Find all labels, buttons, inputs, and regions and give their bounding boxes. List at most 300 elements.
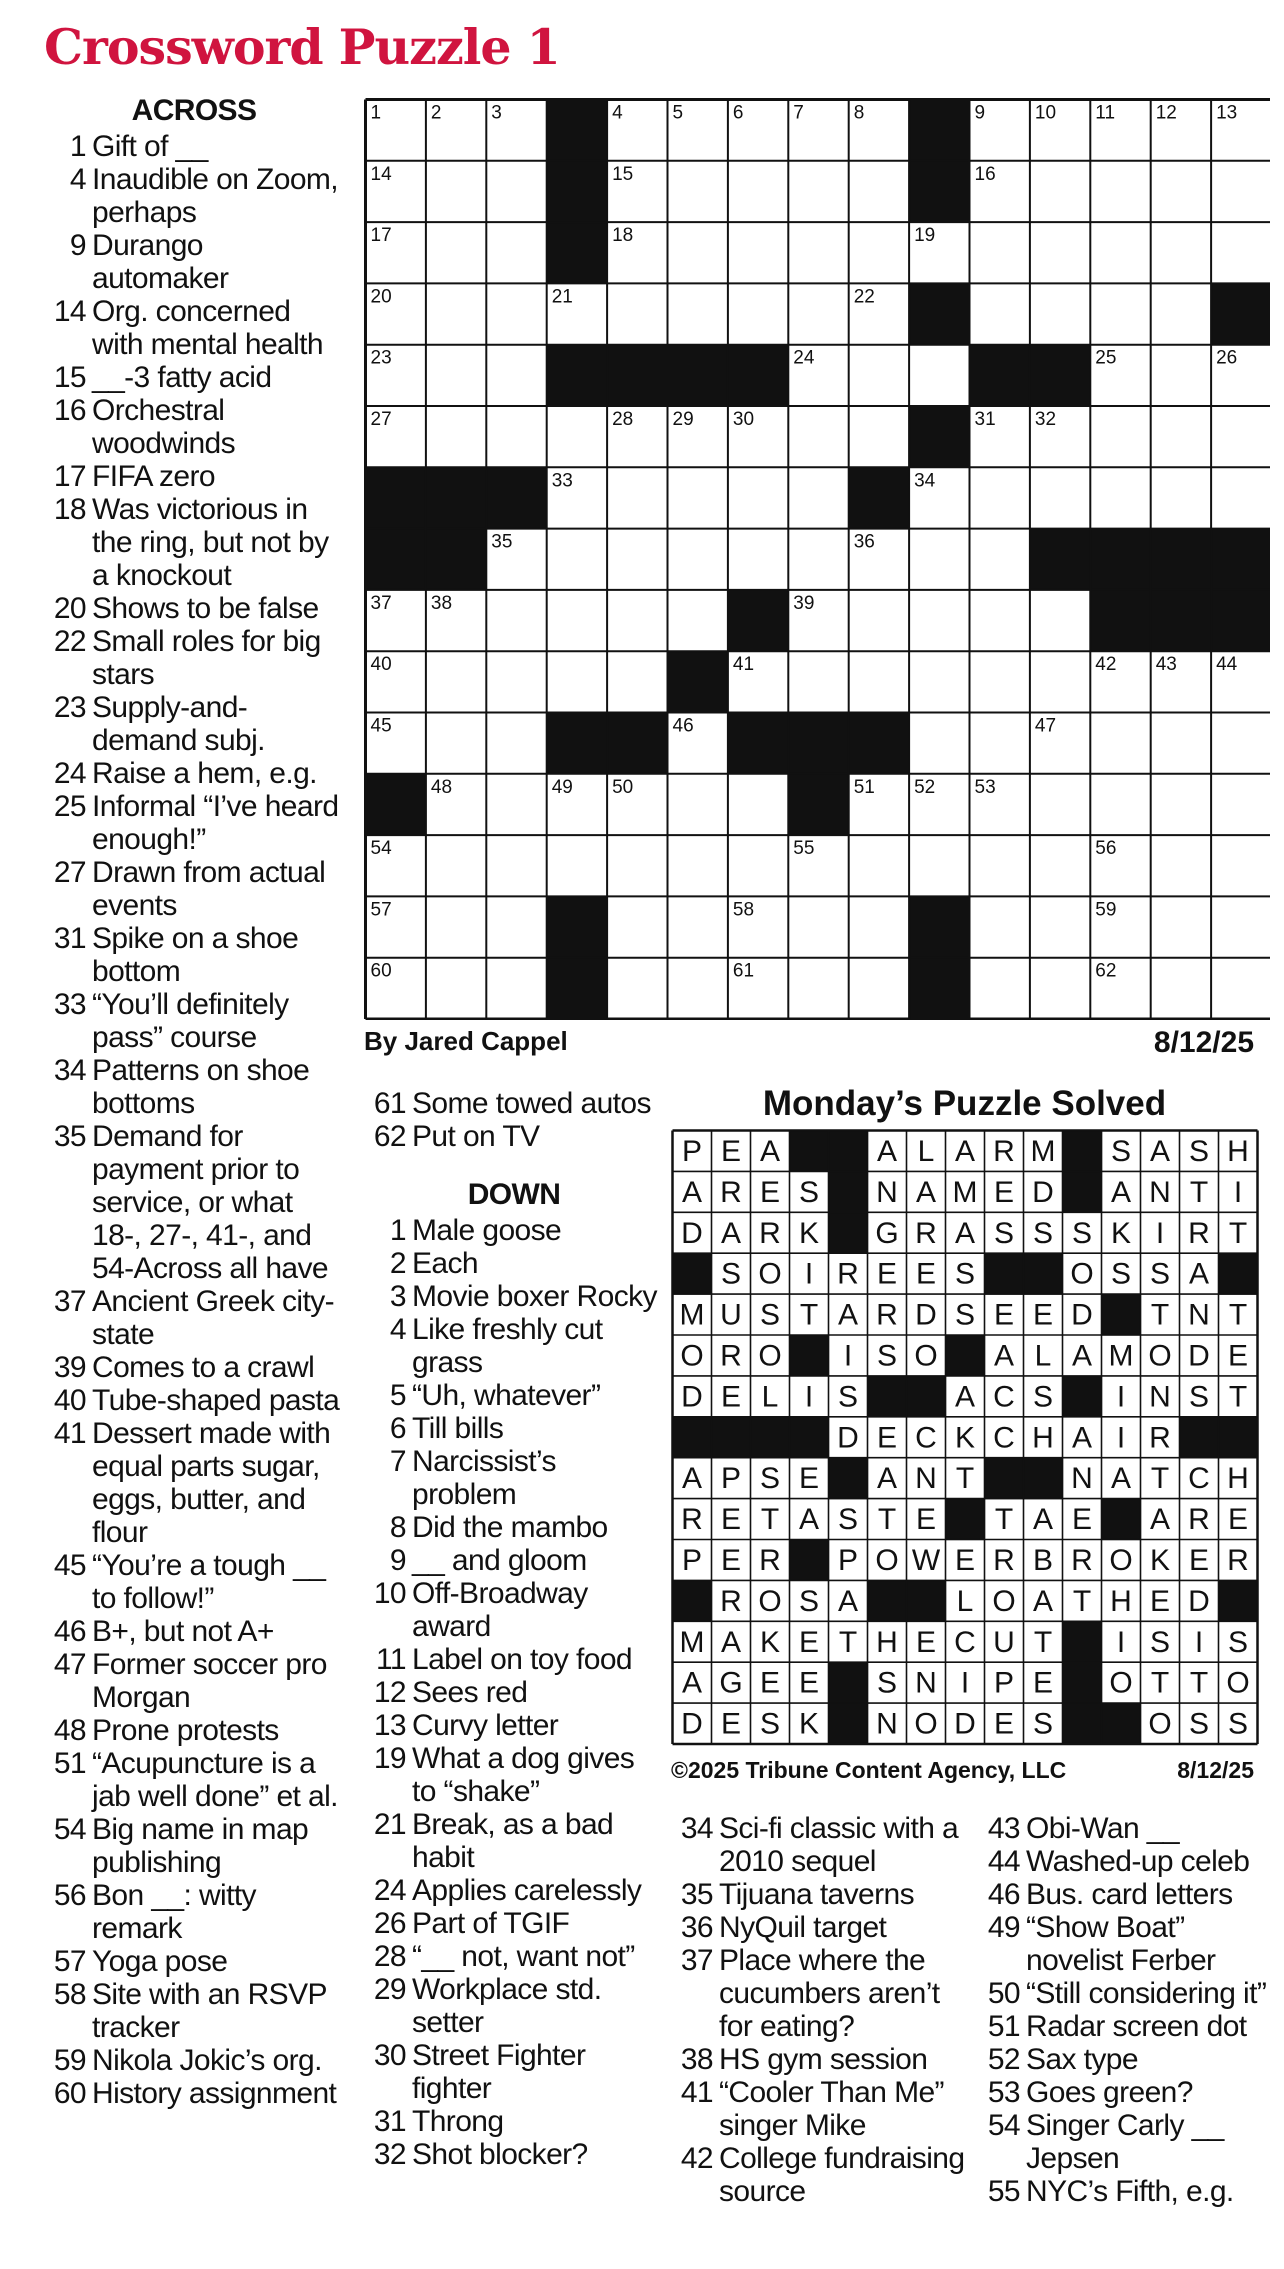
clue-down-col2-10 <box>364 1577 664 1643</box>
clue-down-col2-26 <box>364 1907 664 1940</box>
clue-text: Singer Carly __ Jepsen <box>1026 2109 1224 2175</box>
clue-down-col3-37 <box>671 1944 971 2043</box>
cell-number: 60 <box>370 960 392 982</box>
solved-letter: T <box>1033 1625 1053 1659</box>
clue-text: Sees red <box>412 1676 528 1709</box>
clue-across-col1-18 <box>44 493 344 592</box>
solved-letter: I <box>960 1666 970 1700</box>
clue-across-col1-9 <box>44 229 344 295</box>
clue-text: Orchestral woodwinds <box>92 394 236 460</box>
solved-letter: S <box>1071 1216 1093 1250</box>
cell-number: 5 <box>672 102 684 124</box>
cell-number: 40 <box>370 654 392 676</box>
clue-number: 51 <box>53 1747 86 1780</box>
solved-letter: T <box>1072 1584 1092 1618</box>
cell-number: 38 <box>430 592 453 614</box>
cell-number: 12 <box>1155 102 1177 124</box>
solved-letter: L <box>917 1134 935 1168</box>
solved-black-square <box>829 1458 869 1500</box>
solved-letter: D <box>681 1707 703 1741</box>
cell-number: 3 <box>491 102 502 124</box>
black-square <box>1211 283 1270 345</box>
solved-letter: D <box>915 1298 937 1332</box>
clue-down-col4-52 <box>978 2043 1268 2076</box>
clue-text: Supply-and-demand subj. <box>92 691 265 757</box>
solved-letter: R <box>1188 1503 1210 1537</box>
solved-letter: D <box>1071 1298 1093 1332</box>
clue-number: 60 <box>53 2077 86 2110</box>
solved-letter: A <box>1071 1421 1093 1455</box>
solved-letter: S <box>876 1339 898 1373</box>
solved-letter: N <box>1149 1380 1171 1414</box>
solved-letter: E <box>720 1134 742 1168</box>
solved-black-square <box>1219 1417 1259 1459</box>
solved-letter: S <box>1032 1707 1054 1741</box>
solved-letter: S <box>954 1298 976 1332</box>
solved-letter: I <box>1116 1380 1126 1414</box>
solved-black-square <box>868 1580 908 1622</box>
solved-letter: N <box>876 1707 898 1741</box>
solved-letter: I <box>843 1339 853 1373</box>
clue-text: Till bills <box>412 1412 504 1445</box>
clue-text: NYC’s Fifth, e.g. <box>1026 2175 1234 2208</box>
cell-number: 11 <box>1095 102 1116 124</box>
cell-number: 16 <box>974 163 996 185</box>
cell-number: 23 <box>370 347 392 369</box>
solved-letter: M <box>679 1625 705 1659</box>
clue-text: “Cooler Than Me” singer Mike <box>719 2076 944 2142</box>
clue-number: 45 <box>53 1549 86 1582</box>
cell-number: 59 <box>1095 899 1117 921</box>
black-square <box>547 958 608 1020</box>
copyright: ©2025 Tribune Content Agency, LLC <box>671 1757 1067 1783</box>
solved-black-square <box>829 1131 869 1173</box>
clue-text: Put on TV <box>412 1120 540 1153</box>
solved-letter: A <box>1032 1584 1054 1618</box>
solved-black-square <box>712 1417 752 1459</box>
solved-letter: L <box>1034 1339 1052 1373</box>
clue-number: 7 <box>389 1445 406 1478</box>
clue-number: 10 <box>373 1577 406 1610</box>
black-square <box>1030 529 1091 591</box>
clue-down-col4-44 <box>978 1845 1268 1878</box>
solved-letter: S <box>759 1707 781 1741</box>
solved-black-square <box>985 1458 1025 1500</box>
solved-letter: R <box>1149 1421 1171 1455</box>
solved-letter: I <box>804 1380 814 1414</box>
clue-text: “Uh, whatever” <box>412 1379 601 1412</box>
solved-letter: M <box>1108 1339 1134 1373</box>
clue-across-col1-59 <box>44 2044 344 2077</box>
clue-down-col2-1 <box>364 1214 664 1247</box>
solved-letter: A <box>837 1584 859 1618</box>
cell-number: 45 <box>370 715 392 737</box>
solved-letter: H <box>1110 1584 1132 1618</box>
solved-letter: E <box>1032 1298 1054 1332</box>
clue-number: 1 <box>389 1214 406 1247</box>
cell-number: 37 <box>370 592 392 614</box>
solved-letter: E <box>876 1421 898 1455</box>
solved-letter: D <box>1188 1584 1210 1618</box>
solved-letter: C <box>1188 1462 1210 1496</box>
black-square <box>607 713 668 775</box>
cell-number: 46 <box>672 715 694 737</box>
solved-letter: I <box>1194 1625 1204 1659</box>
solved-letter: O <box>875 1543 899 1577</box>
clue-down-col4-54 <box>978 2109 1268 2175</box>
clue-text: Patterns on shoe bottoms <box>92 1054 310 1120</box>
clue-text: Narcissist’s problem <box>412 1445 556 1511</box>
clue-text: Informal “I’ve heard enough!” <box>92 790 339 856</box>
solved-letter: R <box>720 1339 742 1373</box>
down-clues-4 <box>978 1812 1268 2208</box>
solved-grid <box>671 1129 1260 1746</box>
solved-black-square <box>790 1417 830 1459</box>
black-square <box>728 590 789 652</box>
solved-letter: T <box>799 1298 819 1332</box>
solved-letter: S <box>837 1503 859 1537</box>
solved-black-square <box>790 1540 830 1582</box>
clue-number: 5 <box>389 1379 406 1412</box>
cell-number: 8 <box>853 102 865 124</box>
clue-text: Movie boxer Rocky <box>412 1280 657 1313</box>
solved-letter: A <box>798 1503 820 1537</box>
clue-number: 15 <box>53 361 86 394</box>
cell-number: 2 <box>430 102 442 124</box>
solved-letter: R <box>837 1257 859 1291</box>
clue-down-col2-24 <box>364 1874 664 1907</box>
clue-text: Place where the cucumbers aren’t for eating? <box>719 1944 940 2043</box>
cell-number: 9 <box>974 102 986 124</box>
clue-text: Ancient Greek city-state <box>92 1285 335 1351</box>
cell-number: 33 <box>551 470 573 492</box>
clue-text: Durango automaker <box>92 229 229 295</box>
solved-letter: T <box>955 1462 975 1496</box>
solved-letter: A <box>1032 1503 1054 1537</box>
clue-number: 41 <box>53 1417 86 1450</box>
clue-number: 40 <box>53 1384 86 1417</box>
clue-down-col2-4 <box>364 1313 664 1379</box>
clue-number: 4 <box>69 163 86 196</box>
clue-down-col2-12 <box>364 1676 664 1709</box>
clue-number: 28 <box>373 1940 406 1973</box>
more-clues <box>364 1087 664 2171</box>
clue-number: 18 <box>53 493 86 526</box>
solved-letter: O <box>758 1257 782 1291</box>
clue-across-col1-22 <box>44 625 344 691</box>
clue-across-col1-48 <box>44 1714 344 1747</box>
solved-letter: C <box>915 1421 937 1455</box>
black-square <box>909 896 970 958</box>
cell-number: 27 <box>370 409 392 430</box>
clue-down-col2-31 <box>364 2105 664 2138</box>
cell-number: 57 <box>370 899 392 921</box>
clue-number: 20 <box>53 592 86 625</box>
solved-letter: K <box>954 1421 976 1455</box>
cell-number: 32 <box>1034 409 1057 430</box>
clue-down-col2-8 <box>364 1511 664 1544</box>
solved-letter: R <box>876 1298 898 1332</box>
solved-letter: L <box>761 1380 779 1414</box>
solved-letter: T <box>838 1625 858 1659</box>
solved-black-square <box>907 1376 947 1418</box>
clue-text: “Acupuncture is a jab well done” et al. <box>92 1747 338 1813</box>
solved-black-square <box>907 1580 947 1622</box>
solved-letter: T <box>994 1503 1014 1537</box>
cell-number: 21 <box>551 286 573 308</box>
black-square <box>788 713 849 775</box>
clue-text: “Show Boat” novelist Ferber <box>1026 1911 1216 1977</box>
clue-number: 46 <box>53 1615 86 1648</box>
solved-letter: A <box>915 1175 937 1209</box>
solved-letter: S <box>1188 1380 1210 1414</box>
solved-letter: R <box>915 1216 937 1250</box>
clue-number: 50 <box>987 1977 1020 2010</box>
clue-across-col1-1 <box>44 130 344 163</box>
solved-letter: B <box>1032 1543 1054 1577</box>
clue-number: 31 <box>53 922 86 955</box>
solved-letter: E <box>759 1666 781 1700</box>
black-square <box>547 896 608 958</box>
cell-number: 30 <box>732 409 755 430</box>
solved-letter: W <box>911 1543 941 1577</box>
solved-letter: P <box>681 1134 703 1168</box>
solved-letter: A <box>1110 1175 1132 1209</box>
cell-number: 18 <box>612 225 634 247</box>
solved-letter: O <box>1148 1339 1172 1373</box>
cell-number: 29 <box>672 409 694 430</box>
black-square <box>1211 590 1270 652</box>
solved-letter: U <box>993 1625 1015 1659</box>
clue-text: Shot blocker? <box>412 2138 588 2171</box>
solved-letter: E <box>1149 1584 1171 1618</box>
black-square <box>668 345 729 407</box>
clue-down-col3-34 <box>671 1812 971 1878</box>
solved-black-square <box>1102 1703 1142 1745</box>
solved-black-square <box>985 1253 1025 1295</box>
clue-number: 11 <box>376 1643 406 1676</box>
solved-letter: G <box>719 1666 743 1700</box>
cell-number: 7 <box>793 102 804 124</box>
solved-letter: S <box>1032 1380 1054 1414</box>
clue-across-col1-35 <box>44 1120 344 1285</box>
cell-number: 56 <box>1095 838 1117 860</box>
clue-text: History assignment <box>92 2077 337 2110</box>
clue-number: 54 <box>53 1813 86 1846</box>
clue-text: NyQuil target <box>719 1911 887 1944</box>
clue-number: 42 <box>680 2142 713 2175</box>
solved-letter: R <box>720 1584 742 1618</box>
solved-date: 8/12/25 <box>1177 1757 1254 1783</box>
solved-letter: O <box>1109 1666 1133 1700</box>
solved-letter: S <box>876 1666 898 1700</box>
cell-number: 62 <box>1095 960 1117 982</box>
clue-down-col3-36 <box>671 1911 971 1944</box>
clue-text: Bon __: witty remark <box>92 1879 256 1945</box>
solved-letter: K <box>759 1625 781 1659</box>
clue-text: Washed-up celeb <box>1026 1845 1250 1878</box>
solved-letter: D <box>1032 1175 1054 1209</box>
clue-text: FIFA zero <box>92 460 215 493</box>
solved-letter: E <box>915 1503 937 1537</box>
clue-across-col1-14 <box>44 295 344 361</box>
puzzle-date: 8/12/25 <box>1153 1026 1254 1059</box>
solved-black-square <box>1219 1580 1259 1622</box>
solved-letter: E <box>1227 1339 1249 1373</box>
solved-letter: E <box>1188 1543 1210 1577</box>
solved-letter: K <box>1110 1216 1132 1250</box>
black-square <box>607 345 668 407</box>
clue-down-col3-35 <box>671 1878 971 1911</box>
cell-number: 35 <box>491 531 513 553</box>
clue-text: Sci-fi classic with a 2010 sequel <box>719 1812 959 1878</box>
clue-number: 19 <box>373 1742 406 1775</box>
clue-text: “Still considering it” <box>1026 1977 1267 2010</box>
solved-black-square <box>829 1212 869 1254</box>
clue-text: Sax type <box>1026 2043 1138 2076</box>
solved-letter: R <box>1227 1543 1249 1577</box>
black-square <box>486 467 547 529</box>
solved-letter: E <box>798 1462 820 1496</box>
clue-across-col1-27 <box>44 856 344 922</box>
solved-black-square <box>1102 1294 1142 1336</box>
solved-letter: R <box>681 1503 703 1537</box>
solved-letter: E <box>759 1175 781 1209</box>
solved-letter: K <box>798 1216 820 1250</box>
solved-letter: E <box>720 1543 742 1577</box>
solved-letter: D <box>681 1380 703 1414</box>
solved-letter: A <box>1071 1339 1093 1373</box>
black-square <box>668 651 729 713</box>
clue-number: 56 <box>53 1879 86 1912</box>
clue-down-col4-53 <box>978 2076 1268 2109</box>
solved-letter: E <box>798 1666 820 1700</box>
clue-text: __ and gloom <box>412 1544 587 1577</box>
clue-down-col2-2 <box>364 1247 664 1280</box>
clue-text: Yoga pose <box>92 1945 228 1978</box>
solved-letter: A <box>1149 1503 1171 1537</box>
solved-letter: E <box>993 1175 1015 1209</box>
clue-across-col2-61 <box>364 1087 664 1120</box>
clue-number: 30 <box>373 2039 406 2072</box>
cell-number: 52 <box>914 776 936 798</box>
clue-number: 34 <box>680 1812 713 1845</box>
clue-number: 43 <box>987 1812 1020 1845</box>
clue-text: Demand for payment prior to service, or what 18-, 27-, 41-, and 54-Across all have <box>92 1120 328 1285</box>
solved-black-square <box>946 1499 986 1541</box>
cell-number: 54 <box>370 838 392 860</box>
solved-letter: S <box>759 1462 781 1496</box>
clue-number: 37 <box>680 1944 713 1977</box>
cell-number: 47 <box>1034 715 1057 737</box>
clue-number: 24 <box>373 1874 406 1907</box>
solved-letter: O <box>1148 1707 1172 1741</box>
solved-letter: E <box>993 1298 1015 1332</box>
black-square <box>909 100 970 162</box>
clue-number: 14 <box>53 295 86 328</box>
clue-across-col1-4 <box>44 163 344 229</box>
cell-number: 44 <box>1216 654 1238 676</box>
byline: By Jared Cappel <box>364 1026 568 1056</box>
cell-number: 15 <box>612 163 634 185</box>
solved-letter: S <box>1110 1257 1132 1291</box>
solved-letter: N <box>1071 1462 1093 1496</box>
black-square <box>547 161 608 223</box>
solved-black-square <box>1063 1376 1103 1418</box>
solved-letter: S <box>837 1380 859 1414</box>
cell-number: 50 <box>612 776 634 798</box>
clue-down-col4-46 <box>978 1878 1268 1911</box>
clue-text: Workplace std. setter <box>412 1973 602 2039</box>
clue-number: 16 <box>53 394 86 427</box>
clue-across-col1-20 <box>44 592 344 625</box>
solved-letter: T <box>1150 1462 1170 1496</box>
solved-letter: T <box>1228 1216 1248 1250</box>
solved-black-square <box>1063 1131 1103 1173</box>
clue-number: 47 <box>53 1648 86 1681</box>
clue-text: HS gym session <box>719 2043 928 2076</box>
cell-number: 31 <box>974 409 996 430</box>
solved-letter: R <box>1071 1543 1093 1577</box>
crossword-grid[interactable] <box>364 98 1270 1020</box>
black-square <box>1211 529 1270 591</box>
cell-number: 6 <box>732 102 744 124</box>
solved-letter: M <box>1030 1134 1056 1168</box>
down-heading: DOWN <box>467 1178 561 1211</box>
solved-black-square <box>790 1131 830 1173</box>
clue-number: 55 <box>987 2175 1020 2208</box>
solved-letter: H <box>876 1625 898 1659</box>
solved-letter: N <box>1149 1175 1171 1209</box>
clue-number: 8 <box>389 1511 406 1544</box>
cell-number: 49 <box>551 776 573 798</box>
clue-number: 27 <box>53 856 86 889</box>
clue-text: Did the mambo <box>412 1511 608 1544</box>
solved-black-square <box>673 1580 713 1622</box>
clue-number: 9 <box>69 229 86 262</box>
solved-letter: P <box>720 1462 742 1496</box>
cell-number: 42 <box>1095 654 1117 676</box>
clue-text: Prone protests <box>92 1714 279 1747</box>
cell-number: 41 <box>732 654 755 676</box>
solved-letter: E <box>720 1380 742 1414</box>
solved-letter: E <box>993 1707 1015 1741</box>
cell-number: 1 <box>370 102 382 124</box>
solved-letter: H <box>1227 1462 1249 1496</box>
solved-black-square <box>1024 1458 1064 1500</box>
solved-letter: U <box>720 1298 742 1332</box>
cell-number: 22 <box>853 286 875 308</box>
solved-letter: O <box>1226 1666 1250 1700</box>
solved-black-square <box>1063 1621 1103 1663</box>
clue-number: 22 <box>53 625 86 658</box>
clue-text: Shows to be false <box>92 592 319 625</box>
clue-number: 62 <box>373 1120 406 1153</box>
solved-letter: S <box>954 1257 976 1291</box>
solved-letter: N <box>915 1666 937 1700</box>
cell-number: 24 <box>793 347 815 369</box>
solved-letter: A <box>1110 1462 1132 1496</box>
cell-number: 58 <box>732 899 755 921</box>
solved-letter: O <box>758 1339 782 1373</box>
solved-black-square <box>946 1335 986 1377</box>
clue-across-col1-41 <box>44 1417 344 1549</box>
clue-text: What a dog gives to “shake” <box>412 1742 635 1808</box>
solved-letter: T <box>1189 1666 1209 1700</box>
solved-letter: A <box>876 1462 898 1496</box>
black-square <box>788 774 849 836</box>
solved-letter: M <box>952 1175 978 1209</box>
